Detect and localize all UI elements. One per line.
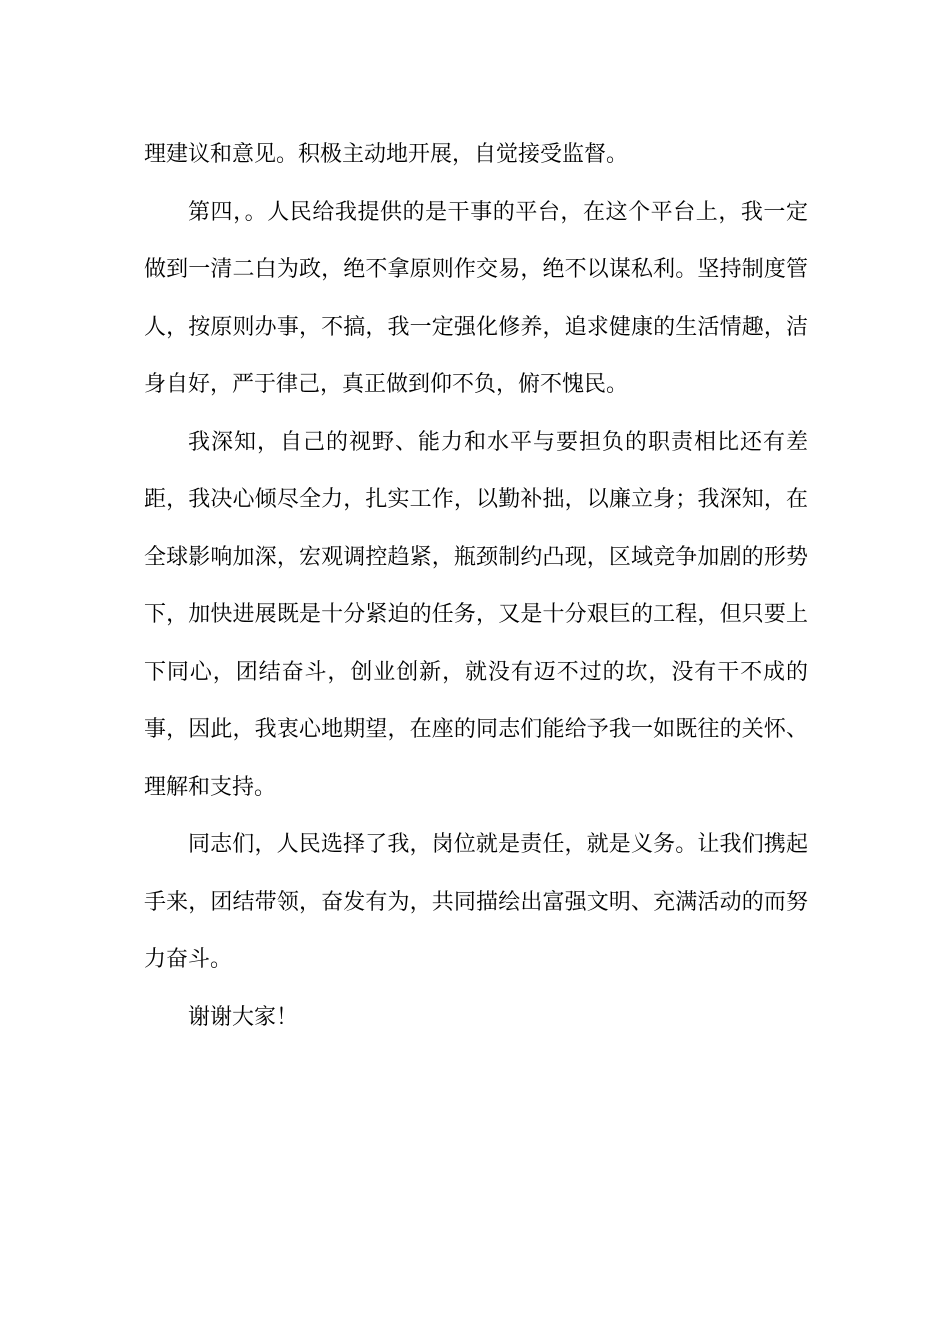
paragraph-3: 我深知，自己的视野、能力和水平与要担负的职责相比还有差距，我决心倾尽全力，扎实工作，以勤补拙，以廉立身；我深知，在全球影响加深，宏观调控趋紧，瓶颈制约凸现，区域竞争加剧的形势下，加快进展既是十分紧迫的任务，又是十分艰巨的工程，但只要上下同心，团结奋斗，创业创新，就没有迈不过的坎，没有干不成的事，因此，我衷心地期望，在座的同志们能给予我一如既往的关怀、理解和支持。 <box>144 429 808 800</box>
paragraph-4: 同志们，人民选择了我，岗位就是责任，就是义务。让我们携起手来，团结带领，奋发有为，共同描绘出富强文明、充满活动的而努力奋斗。 <box>144 832 808 972</box>
paragraph-1: 理建议和意见。积极主动地开展，自觉接受监督。 <box>144 142 629 167</box>
document-body <box>144 126 808 1046</box>
paragraph-5: 谢谢大家！ <box>188 1004 299 1030</box>
paragraph-2: 第四，。人民给我提供的是干事的平台，在这个平台上，我一定做到一清二白为政，绝不拿原则作交易，绝不以谋私利。坚持制度管人，按原则办事，不搞，我一定强化修养，追求健康的生活情趣，洁身自好，严于律己，真正做到仰不负，俯不愧民。 <box>144 199 808 397</box>
